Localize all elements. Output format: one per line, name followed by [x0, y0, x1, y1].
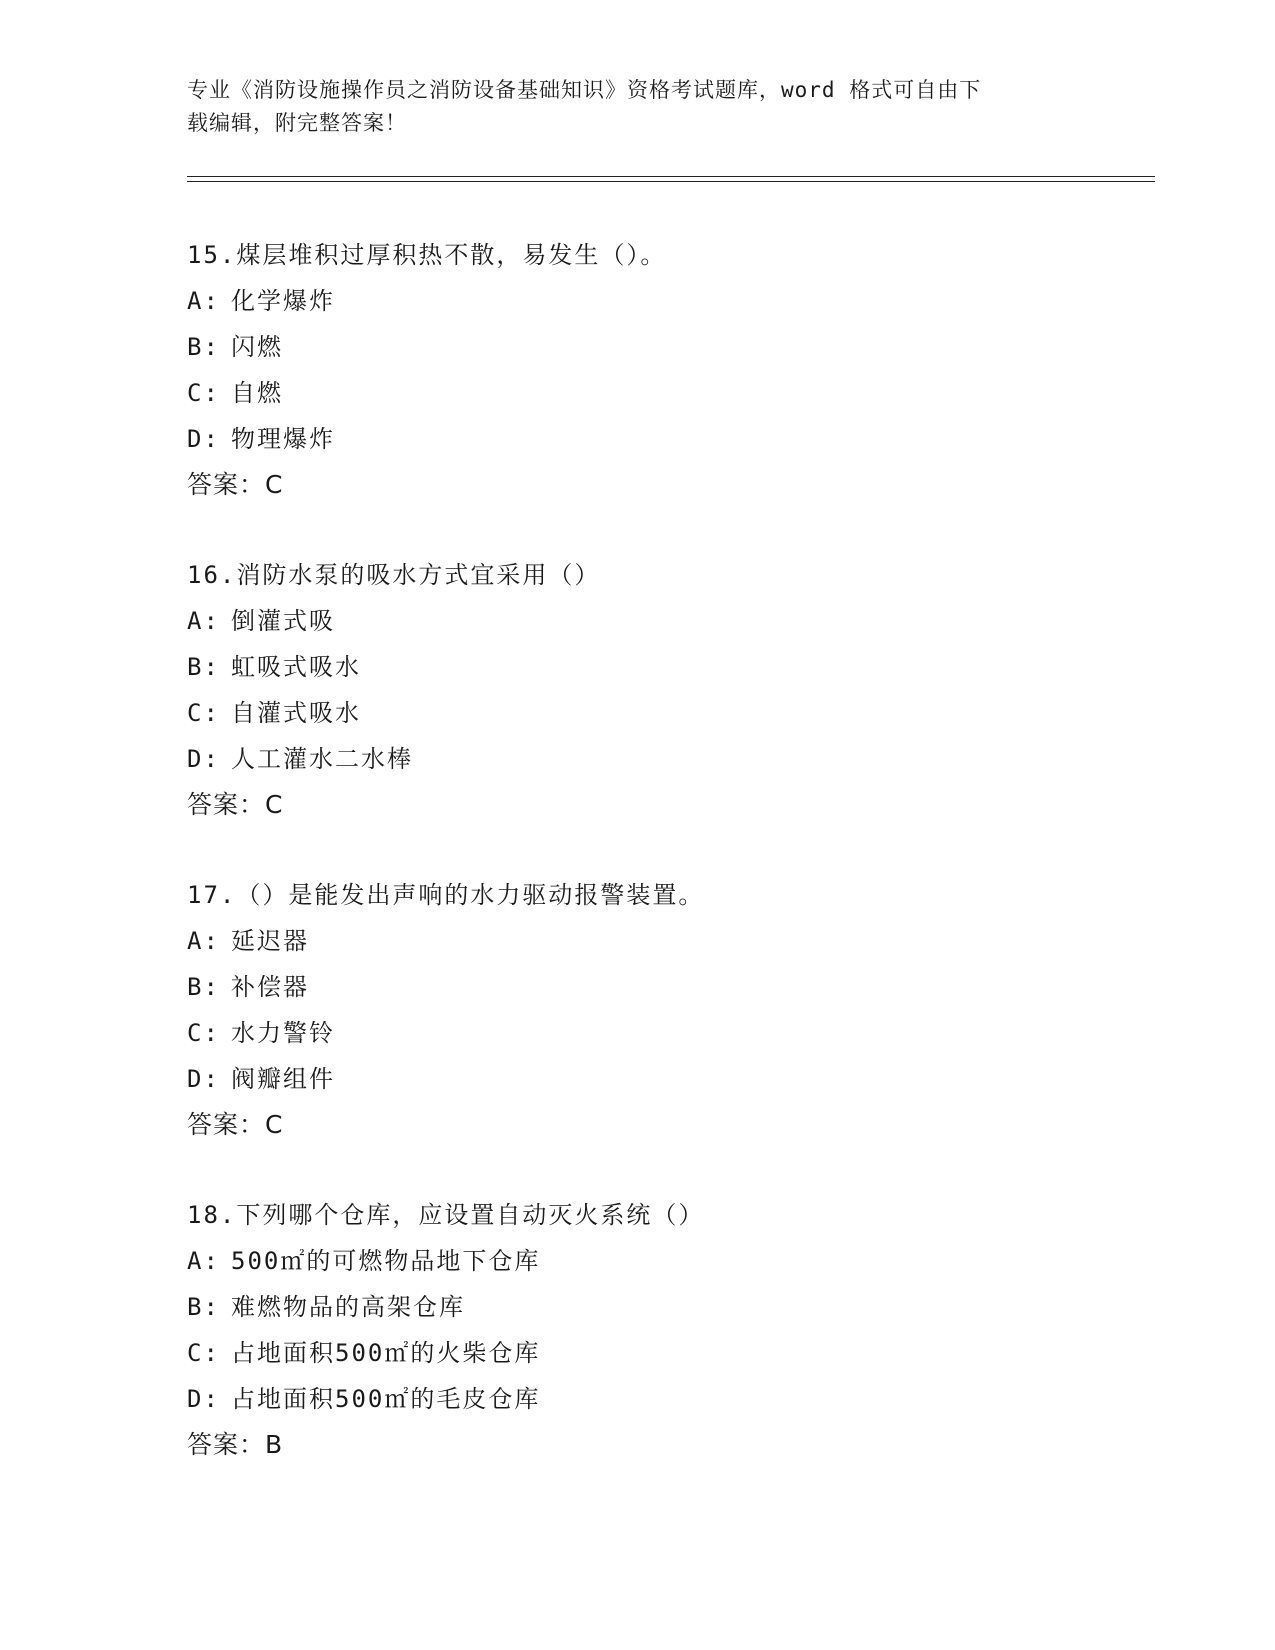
option-text: 自灌式吸水	[231, 699, 361, 727]
question-title: 15.煤层堆积过厚积热不散，易发生（）。	[187, 241, 667, 269]
option-a	[187, 598, 1167, 644]
option-text: 占地面积500㎡的火柴仓库	[231, 1339, 541, 1367]
question-title: 16.消防水泵的吸水方式宜采用（）	[187, 561, 601, 589]
option-label: D:	[187, 1065, 220, 1093]
question-block	[187, 1192, 1167, 1468]
option-text: 倒灌式吸	[231, 607, 335, 635]
header-line-1: 专业《消防设施操作员之消防设备基础知识》资格考试题库，word 格式可自由下	[187, 78, 982, 102]
option-label: C:	[187, 1339, 220, 1367]
option-a	[187, 1238, 1167, 1284]
answer-line: 答案：C	[187, 1110, 284, 1139]
option-text: 水力警铃	[231, 1019, 335, 1047]
option-label: A:	[187, 607, 220, 635]
option-text: 自燃	[231, 379, 283, 407]
question-block	[187, 232, 1167, 508]
option-label: D:	[187, 425, 220, 453]
question-title: 17.（）是能发出声响的水力驱动报警装置。	[187, 881, 705, 909]
option-text: 延迟器	[231, 927, 309, 955]
option-label: C:	[187, 1019, 220, 1047]
option-text: 物理爆炸	[231, 425, 335, 453]
option-text: 阀瓣组件	[231, 1065, 335, 1093]
option-label: A:	[187, 927, 220, 955]
option-text: 闪燃	[231, 333, 283, 361]
question-block	[187, 552, 1167, 828]
option-a	[187, 918, 1167, 964]
option-b	[187, 644, 1167, 690]
option-b	[187, 324, 1167, 370]
option-b	[187, 964, 1167, 1010]
option-label: D:	[187, 745, 220, 773]
answer-line: 答案：B	[187, 1430, 284, 1459]
option-text: 人工灌水二水棒	[231, 745, 413, 773]
option-text: 占地面积500㎡的毛皮仓库	[231, 1385, 541, 1413]
option-d	[187, 1376, 1167, 1422]
option-label: B:	[187, 973, 220, 1001]
option-d	[187, 736, 1167, 782]
option-label: C:	[187, 379, 220, 407]
option-d	[187, 1056, 1167, 1102]
option-label: B:	[187, 653, 220, 681]
question-title: 18.下列哪个仓库，应设置自动灭火系统（）	[187, 1201, 705, 1229]
header-line-2: 载编辑，附完整答案！	[187, 111, 407, 135]
option-b	[187, 1284, 1167, 1330]
question-block	[187, 872, 1167, 1148]
option-text: 500㎡的可燃物品地下仓库	[231, 1247, 541, 1275]
option-c	[187, 1010, 1167, 1056]
option-label: B:	[187, 1293, 220, 1321]
option-text: 补偿器	[231, 973, 309, 1001]
option-c	[187, 690, 1167, 736]
document-header	[187, 74, 1087, 140]
option-a	[187, 278, 1167, 324]
answer-line: 答案：C	[187, 470, 284, 499]
option-label: C:	[187, 699, 220, 727]
option-text: 难燃物品的高架仓库	[231, 1293, 465, 1321]
option-c	[187, 370, 1167, 416]
option-text: 化学爆炸	[231, 287, 335, 315]
header-divider-bottom	[187, 181, 1155, 182]
option-label: A:	[187, 287, 220, 315]
option-label: A:	[187, 1247, 220, 1275]
option-label: D:	[187, 1385, 220, 1413]
option-text: 虹吸式吸水	[231, 653, 361, 681]
option-d	[187, 416, 1167, 462]
header-divider-top	[187, 176, 1155, 177]
option-c	[187, 1330, 1167, 1376]
option-label: B:	[187, 333, 220, 361]
answer-line: 答案：C	[187, 790, 284, 819]
